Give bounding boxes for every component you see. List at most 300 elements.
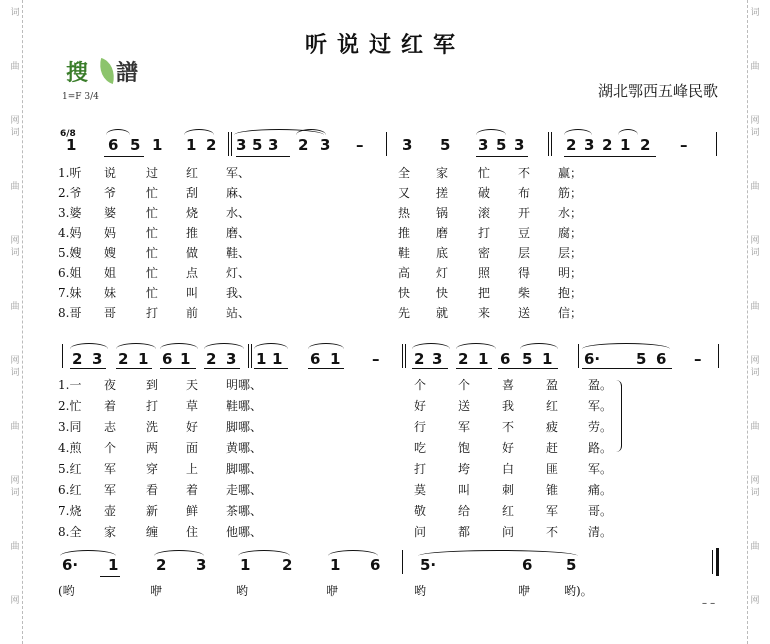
- note: –: [372, 350, 380, 368]
- note: 5·: [420, 556, 437, 574]
- lyric-syllable: 妹: [104, 286, 117, 300]
- lyric-syllable: 推: [186, 226, 199, 240]
- lyric-syllable: 住: [186, 525, 199, 539]
- watermark-glyph: 曲: [750, 62, 760, 72]
- lyric-syllable: 问: [414, 525, 427, 539]
- slur: [418, 550, 578, 556]
- beam: [104, 156, 144, 157]
- lyric-syllable: 嫂: [104, 246, 117, 260]
- watermark-glyph: 网: [750, 236, 760, 246]
- note: 6·: [584, 350, 601, 368]
- lyric-syllable: 4.煎: [58, 441, 82, 455]
- lyric-syllable: 抱；: [558, 286, 583, 300]
- note: 6: [500, 350, 511, 368]
- watermark-glyph: 词: [10, 248, 20, 258]
- final-barline: [716, 548, 719, 576]
- watermark-glyph: 词: [10, 488, 20, 498]
- note: 2: [414, 350, 425, 368]
- note: 5: [566, 556, 577, 574]
- barline: [578, 344, 579, 368]
- note: 1: [272, 350, 283, 368]
- note: 2: [282, 556, 293, 574]
- note: 2: [602, 136, 613, 154]
- note: 6: [310, 350, 321, 368]
- lyric-syllable: 水、: [226, 206, 251, 220]
- note: 6: [108, 136, 119, 154]
- slur: [238, 550, 290, 556]
- beam: [204, 368, 240, 369]
- lyric-syllable: 柴: [518, 286, 531, 300]
- note: 2: [458, 350, 469, 368]
- lyric-syllable: 咿: [150, 584, 163, 598]
- note: 2: [118, 350, 129, 368]
- beam: [412, 368, 448, 369]
- lyric-syllable: 7.烧: [58, 504, 82, 518]
- slur: [70, 343, 108, 349]
- lyric-syllable: 鞋: [398, 246, 411, 260]
- lyric-syllable: 搓: [436, 186, 449, 200]
- lyric-syllable: 得: [518, 266, 531, 280]
- watermark-glyph: 曲: [750, 542, 760, 552]
- lyric-syllable: 锅: [436, 206, 449, 220]
- beam: [476, 156, 528, 157]
- lyric-syllable: 层: [518, 246, 531, 260]
- lyric-syllable: 送: [518, 306, 531, 320]
- note: 1: [108, 556, 119, 574]
- lyric-syllable: 咿: [326, 584, 339, 598]
- watermark-glyph: 网: [10, 356, 20, 366]
- lyric-syllable: 莫: [414, 483, 427, 497]
- note: 6·: [62, 556, 79, 574]
- lyric-syllable: 痛。: [588, 483, 613, 497]
- lyric-syllable: 我: [502, 399, 515, 413]
- lyric-syllable: 哟)。: [564, 584, 593, 598]
- lyric-syllable: 面: [186, 441, 199, 455]
- lyric-syllable: 爷: [104, 186, 117, 200]
- lyric-syllable: 忙: [146, 286, 159, 300]
- lyric-syllable: 底: [436, 246, 449, 260]
- lyric-syllable: 着: [104, 399, 117, 413]
- barline-double: [405, 344, 406, 368]
- lyric-syllable: 赢；: [558, 166, 583, 180]
- barline: [712, 550, 713, 574]
- song-title: 听说过红军: [304, 33, 465, 58]
- lyric-syllable: 家: [436, 166, 449, 180]
- watermark-glyph: 词: [750, 8, 760, 18]
- lyric-syllable: 就: [436, 306, 449, 320]
- lyric-syllable: 茶哪、: [226, 504, 263, 518]
- barline: [386, 132, 387, 156]
- lyric-syllable: 红: [546, 399, 559, 413]
- lyric-syllable: 都: [458, 525, 471, 539]
- lyric-syllable: 脚哪、: [226, 420, 263, 434]
- watermark-glyph: 词: [750, 128, 760, 138]
- lyric-syllable: 军: [458, 420, 471, 434]
- lyric-syllable: 1.一: [58, 378, 82, 392]
- lyric-syllable: 2.忙: [58, 399, 82, 413]
- lyric-syllable: 饱: [458, 441, 471, 455]
- note: 6: [522, 556, 533, 574]
- note: –: [680, 136, 688, 154]
- lyric-syllable: 叫: [458, 483, 471, 497]
- note: 3: [514, 136, 525, 154]
- lyric-syllable: 明哪、: [226, 378, 263, 392]
- lyric-syllable: 军: [104, 483, 117, 497]
- lyric-syllable: 开: [518, 206, 531, 220]
- note: 1: [186, 136, 197, 154]
- right-watermark-column: [747, 0, 762, 644]
- barline: [548, 132, 549, 156]
- lyric-syllable: 筋；: [558, 186, 583, 200]
- note: 3: [584, 136, 595, 154]
- lyric-syllable: 劳。: [588, 420, 613, 434]
- left-watermark-column: [8, 0, 23, 644]
- lyric-syllable: 把: [478, 286, 491, 300]
- lyric-syllable: 问: [502, 525, 515, 539]
- beam: [456, 368, 492, 369]
- beam: [582, 368, 672, 369]
- lyric-syllable: 腐；: [558, 226, 583, 240]
- lyric-syllable: 白: [502, 462, 515, 476]
- lyric-syllable: 好: [186, 420, 199, 434]
- note: 2: [72, 350, 83, 368]
- lyric-syllable: 锥: [546, 483, 559, 497]
- note: 1: [330, 556, 341, 574]
- slur: [582, 343, 670, 349]
- watermark-glyph: 曲: [750, 302, 760, 312]
- note: 3: [196, 556, 207, 574]
- note: 1: [152, 136, 163, 154]
- note: 1: [256, 350, 267, 368]
- lyric-syllable: 推: [398, 226, 411, 240]
- lyric-syllable: 红: [186, 166, 199, 180]
- lyric-syllable: 4.妈: [58, 226, 82, 240]
- note: 1: [478, 350, 489, 368]
- note: –: [356, 136, 364, 154]
- watermark-glyph: 网: [10, 596, 20, 606]
- note: 6: [370, 556, 381, 574]
- logo-text-1: 搜: [66, 61, 89, 86]
- lyric-syllable: 盈。: [588, 378, 613, 392]
- slur: [328, 550, 378, 556]
- note: 1: [180, 350, 191, 368]
- lyric-syllable: 他哪、: [226, 525, 263, 539]
- beam: [254, 368, 288, 369]
- beam: [100, 576, 120, 577]
- watermark-glyph: 词: [750, 368, 760, 378]
- watermark-glyph: 曲: [10, 182, 20, 192]
- watermark-glyph: 词: [10, 8, 20, 18]
- lyric-syllable: 个: [458, 378, 471, 392]
- lyric-syllable: 不: [518, 166, 531, 180]
- barline: [248, 344, 249, 368]
- slur: [456, 343, 496, 349]
- watermark-glyph: 词: [750, 488, 760, 498]
- lyric-syllable: 婆: [104, 206, 117, 220]
- lyric-syllable: 先: [398, 306, 411, 320]
- barline: [718, 344, 719, 368]
- lyric-syllable: 6.红: [58, 483, 82, 497]
- lyric-syllable: 水；: [558, 206, 583, 220]
- watermark-glyph: 词: [750, 248, 760, 258]
- lyric-syllable: (哟: [58, 584, 75, 598]
- lyric-syllable: 敬: [414, 504, 427, 518]
- watermark-glyph: 网: [10, 476, 20, 486]
- note: 5: [496, 136, 507, 154]
- lyric-syllable: 不: [546, 525, 559, 539]
- note: 2: [206, 136, 217, 154]
- lyric-syllable: 豆: [518, 226, 531, 240]
- note: 2: [156, 556, 167, 574]
- lyric-syllable: 忙: [146, 186, 159, 200]
- barline-double: [231, 132, 232, 156]
- lyric-syllable: 咿: [518, 584, 531, 598]
- watermark-glyph: 词: [10, 128, 20, 138]
- lyric-syllable: 妈: [104, 226, 117, 240]
- lyric-syllable: 忙: [146, 246, 159, 260]
- lyric-syllable: 说: [104, 166, 117, 180]
- logo-text-2: 譜: [116, 61, 139, 86]
- note: 2: [566, 136, 577, 154]
- slur: [412, 343, 450, 349]
- slur: [564, 129, 592, 135]
- watermark-glyph: 曲: [10, 542, 20, 552]
- lyric-syllable: 又: [398, 186, 411, 200]
- lyric-syllable: 不: [502, 420, 515, 434]
- beam: [236, 156, 290, 157]
- lyric-syllable: 来: [478, 306, 491, 320]
- lyric-syllable: 姐: [104, 266, 117, 280]
- beam: [116, 368, 152, 369]
- lyric-syllable: 军: [546, 504, 559, 518]
- lyric-syllable: 磨、: [226, 226, 251, 240]
- repeat-bracket: [616, 380, 622, 452]
- note: 3: [478, 136, 489, 154]
- lyric-syllable: 叫: [186, 286, 199, 300]
- barline: [716, 132, 717, 156]
- note: 5: [252, 136, 263, 154]
- song-source: 湖北鄂西五峰民歌: [597, 82, 718, 100]
- lyric-syllable: 层；: [558, 246, 583, 260]
- lyric-syllable: 哥: [104, 306, 117, 320]
- lyric-syllable: 家: [104, 525, 117, 539]
- lyric-syllable: 2.爷: [58, 186, 82, 200]
- note: 1: [620, 136, 631, 154]
- lyric-syllable: 哥。: [588, 504, 613, 518]
- slur: [184, 129, 214, 135]
- note: 3: [432, 350, 443, 368]
- lyric-syllable: 明；: [558, 266, 583, 280]
- meter-sign: 6/8: [60, 129, 76, 139]
- note: 1: [66, 136, 77, 154]
- lyric-syllable: 8.哥: [58, 306, 82, 320]
- watermark-glyph: 网: [750, 476, 760, 486]
- note: 3: [268, 136, 279, 154]
- lyric-syllable: 喜: [502, 378, 515, 392]
- lyric-syllable: 打: [478, 226, 491, 240]
- beam: [308, 368, 344, 369]
- note: 3: [226, 350, 237, 368]
- slur: [520, 343, 558, 349]
- lyric-syllable: 灯、: [226, 266, 251, 280]
- lyric-syllable: 志: [104, 420, 117, 434]
- lyric-syllable: 上: [186, 462, 199, 476]
- lyric-syllable: 信；: [558, 306, 583, 320]
- note: 6: [656, 350, 667, 368]
- note: 6: [162, 350, 173, 368]
- lyric-syllable: 刺: [502, 483, 515, 497]
- lyric-syllable: 滚: [478, 206, 491, 220]
- lyric-syllable: 军、: [226, 166, 251, 180]
- note: 3: [92, 350, 103, 368]
- lyric-syllable: 缠: [146, 525, 159, 539]
- slur: [116, 343, 156, 349]
- barline: [402, 344, 403, 368]
- note: 5: [522, 350, 533, 368]
- lyric-syllable: 个: [414, 378, 427, 392]
- lyric-syllable: 密: [478, 246, 491, 260]
- lyric-syllable: 刮: [186, 186, 199, 200]
- lyric-syllable: 哟: [414, 584, 427, 598]
- barline: [402, 550, 403, 574]
- lyric-syllable: 3.同: [58, 420, 82, 434]
- watermark-glyph: 曲: [10, 422, 20, 432]
- lyric-syllable: 打: [146, 306, 159, 320]
- slur: [60, 550, 116, 556]
- barline-double: [551, 132, 552, 156]
- lyric-syllable: 7.妹: [58, 286, 82, 300]
- lyric-syllable: 快: [398, 286, 411, 300]
- lyric-syllable: 打: [414, 462, 427, 476]
- lyric-syllable: 穿: [146, 462, 159, 476]
- slur: [476, 129, 506, 135]
- lyric-syllable: 鲜: [186, 504, 199, 518]
- lyric-syllable: 路。: [588, 441, 613, 455]
- lyric-syllable: 军。: [588, 399, 613, 413]
- lyric-syllable: 麻、: [226, 186, 251, 200]
- slur: [308, 343, 344, 349]
- lyric-syllable: 布: [518, 186, 531, 200]
- watermark-glyph: 网: [750, 596, 760, 606]
- lyric-syllable: 个: [104, 441, 117, 455]
- lyric-syllable: 看: [146, 483, 159, 497]
- note: 3: [236, 136, 247, 154]
- lyric-syllable: 热: [398, 206, 411, 220]
- lyric-syllable: 到: [146, 378, 159, 392]
- note: 2: [298, 136, 309, 154]
- lyric-syllable: 军: [104, 462, 117, 476]
- note: 5: [636, 350, 647, 368]
- lyric-syllable: 壶: [104, 504, 117, 518]
- note: 2: [206, 350, 217, 368]
- lyric-syllable: 送: [458, 399, 471, 413]
- lyric-syllable: 清。: [588, 525, 613, 539]
- slur: [106, 129, 130, 135]
- lyric-syllable: 新: [146, 504, 159, 518]
- lyric-syllable: 6.姐: [58, 266, 82, 280]
- lyric-syllable: 好: [414, 399, 427, 413]
- lyric-syllable: 做: [186, 246, 199, 260]
- lyric-syllable: 站、: [226, 306, 251, 320]
- lyric-syllable: 8.全: [58, 525, 82, 539]
- lyric-syllable: 疲: [546, 420, 559, 434]
- key-signature: 1=F 3/4: [62, 92, 99, 102]
- lyric-syllable: 磨: [436, 226, 449, 240]
- lyric-syllable: 洗: [146, 420, 159, 434]
- note: 3: [402, 136, 413, 154]
- lyric-syllable: 天: [186, 378, 199, 392]
- lyric-syllable: 盈: [546, 378, 559, 392]
- slur: [204, 343, 244, 349]
- watermark-glyph: 曲: [10, 302, 20, 312]
- lyric-syllable: 前: [186, 306, 199, 320]
- lyric-syllable: 红: [502, 504, 515, 518]
- lyric-syllable: 好: [502, 441, 515, 455]
- lyric-syllable: 照: [478, 266, 491, 280]
- barline: [228, 132, 229, 156]
- note: 1: [542, 350, 553, 368]
- beam: [160, 368, 196, 369]
- beam: [564, 156, 656, 157]
- lyric-syllable: 垮: [458, 462, 471, 476]
- watermark-glyph: 曲: [750, 422, 760, 432]
- lyric-syllable: 行: [414, 420, 427, 434]
- barline: [62, 344, 63, 368]
- lyric-syllable: 破: [478, 186, 491, 200]
- note: –: [694, 350, 702, 368]
- lyric-syllable: 鞋哪、: [226, 399, 263, 413]
- watermark-glyph: 网: [750, 116, 760, 126]
- lyric-syllable: 3.婆: [58, 206, 82, 220]
- lyric-syllable: 黄哪、: [226, 441, 263, 455]
- watermark-glyph: 曲: [750, 182, 760, 192]
- watermark-glyph: 曲: [10, 62, 20, 72]
- lyric-syllable: 赶: [546, 441, 559, 455]
- watermark-glyph: 网: [10, 116, 20, 126]
- lyric-syllable: 走哪、: [226, 483, 263, 497]
- note: 1: [138, 350, 149, 368]
- lyric-syllable: 脚哪、: [226, 462, 263, 476]
- lyric-syllable: 给: [458, 504, 471, 518]
- note: 1: [240, 556, 251, 574]
- watermark-glyph: 网: [750, 356, 760, 366]
- lyric-syllable: 忙: [478, 166, 491, 180]
- beam: [70, 368, 106, 369]
- lyric-syllable: 点: [186, 266, 199, 280]
- lyric-syllable: 打: [146, 399, 159, 413]
- lyric-syllable: 哟: [236, 584, 249, 598]
- lyric-syllable: 高: [398, 266, 411, 280]
- barline-double: [251, 344, 252, 368]
- slur: [154, 550, 204, 556]
- lyric-syllable: 全: [398, 166, 411, 180]
- lyric-syllable: 匪: [546, 462, 559, 476]
- lyric-syllable: 着: [186, 483, 199, 497]
- lyric-syllable: 忙: [146, 206, 159, 220]
- page-mark: – –: [702, 598, 716, 609]
- lyric-syllable: 忙: [146, 266, 159, 280]
- lyric-syllable: 忙: [146, 226, 159, 240]
- slur: [160, 343, 198, 349]
- lyric-syllable: 鞋、: [226, 246, 251, 260]
- watermark-glyph: 网: [10, 236, 20, 246]
- slur: [254, 343, 288, 349]
- lyric-syllable: 5.红: [58, 462, 82, 476]
- note: 3: [320, 136, 331, 154]
- lyric-syllable: 两: [146, 441, 159, 455]
- note: 1: [330, 350, 341, 368]
- lyric-syllable: 烧: [186, 206, 199, 220]
